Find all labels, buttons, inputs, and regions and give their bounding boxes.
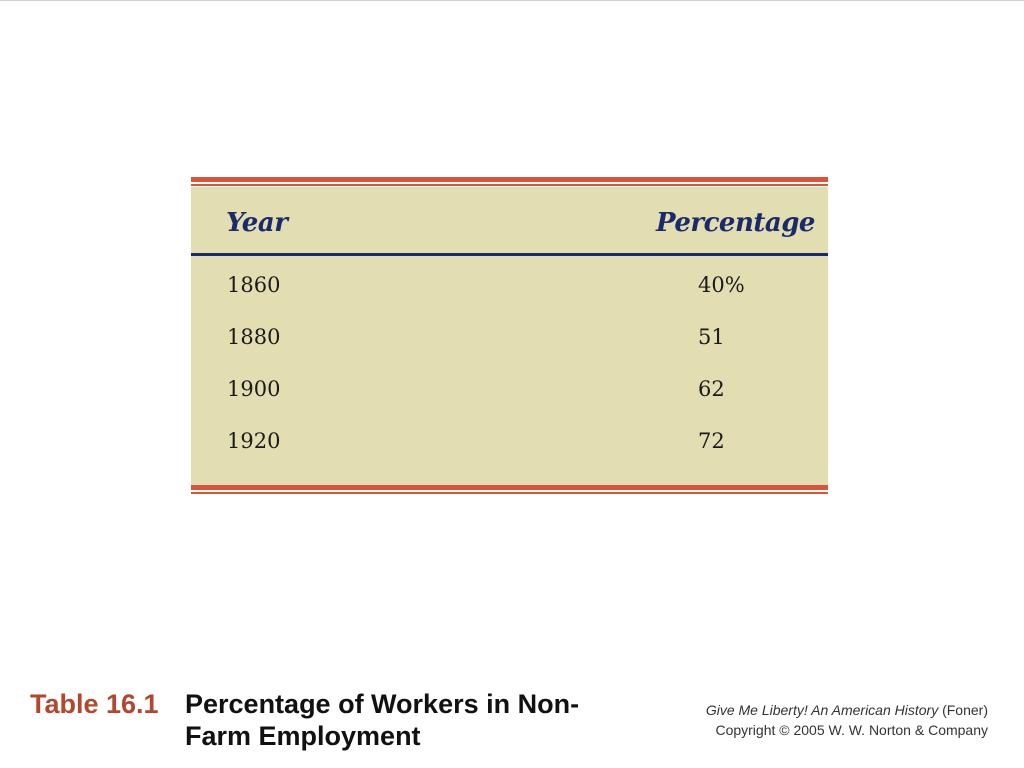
year-cell: 1920 (227, 429, 281, 453)
source-credit (706, 700, 988, 740)
header-divider (191, 253, 828, 256)
bottom-red-rule-thin (191, 492, 828, 494)
caption-number: Table 16.1 (30, 689, 159, 719)
bottom-red-rule-thick (191, 485, 828, 490)
table-row (191, 325, 828, 365)
table-row (191, 377, 828, 417)
table-row (191, 429, 828, 469)
table-row (191, 273, 828, 313)
percentage-cell: 72 (698, 429, 725, 453)
top-divider (0, 0, 1024, 1)
data-table (191, 177, 828, 497)
top-red-rule-thick (191, 177, 828, 182)
table-header-row (191, 187, 828, 253)
caption-title: Percentage of Workers in Non-Farm Employment (185, 689, 580, 751)
column-header-year: Year (226, 208, 288, 238)
book-author: (Foner) (942, 702, 988, 718)
credit-line-1 (706, 700, 988, 720)
percentage-cell: 62 (698, 377, 725, 401)
book-title: Give Me Liberty! An American History (705, 702, 939, 718)
year-cell: 1880 (227, 325, 281, 349)
credit-copyright: Copyright © 2005 W. W. Norton & Company (715, 722, 988, 738)
top-red-rule-thin (191, 184, 828, 186)
percentage-cell: 51 (698, 325, 725, 349)
year-cell: 1860 (227, 273, 281, 297)
column-header-percentage: Percentage (656, 208, 815, 238)
percentage-cell: 40% (698, 273, 745, 297)
year-cell: 1900 (227, 377, 281, 401)
